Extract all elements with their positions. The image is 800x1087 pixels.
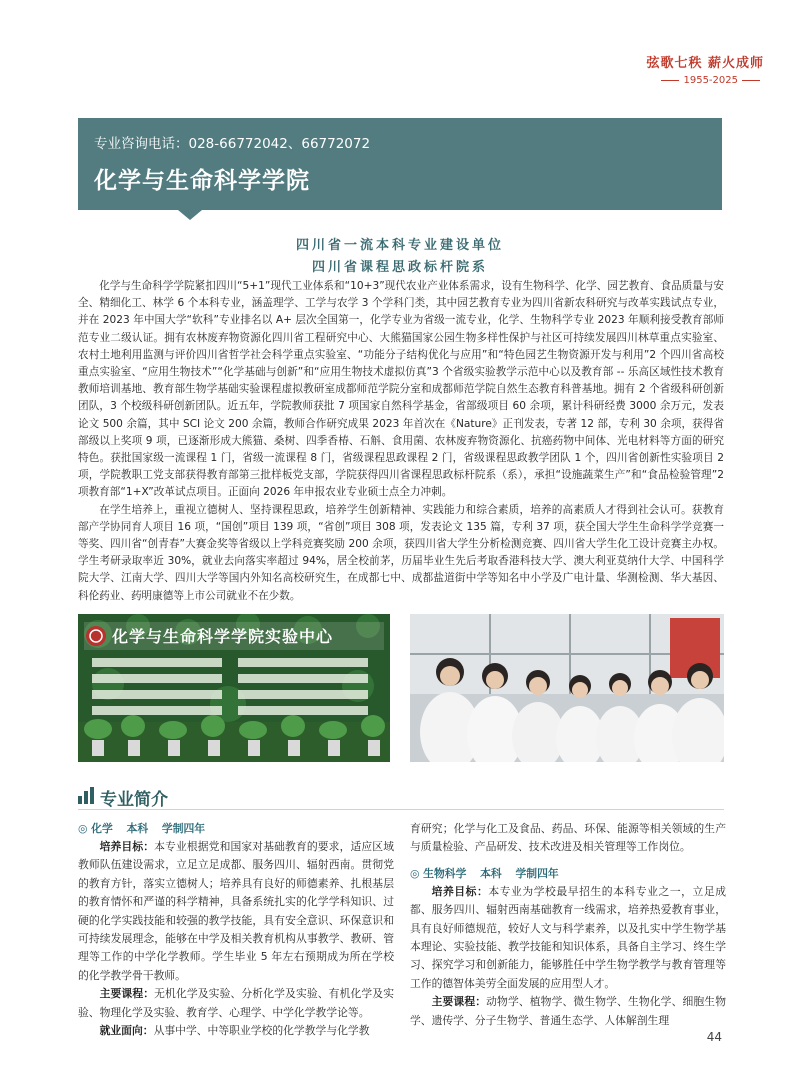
- subtitle-1: 四川省一流本科专业建设单位: [295, 238, 504, 253]
- major-column-right: [410, 820, 726, 1030]
- phone-text: 专业咨询电话：028-66772042、66772072: [94, 136, 371, 152]
- students-illustration: [410, 614, 724, 762]
- objective-paragraph: [78, 838, 394, 985]
- college-header: [78, 118, 722, 210]
- section-heading: [78, 784, 724, 810]
- major-duration: 学制四年: [515, 866, 559, 880]
- brand-mark: [604, 52, 764, 86]
- divider: [742, 80, 760, 81]
- courses-label: 主要课程：: [431, 995, 487, 1009]
- objective-text: 本专业根据党和国家对基础教育的要求，适应区域教师队伍建设需求，立足立足成都、服务四川、辐射西南。贯彻党的教育方针，落实立德树人；培养具有良好的师德素养、扎根基层的教育情怀和严谨的科学精神，具备系统扎实的化学学科知识、过硬的化学实践技能和较强的教学技能，具有安全意识、环保意识和可持续发展理念，能够在中学及相关教育机构从事教学、教研、管理等工作的中学化学教师。学生毕业 5 年左右预期成为所在学校的化学教学骨干教师。: [78, 840, 395, 982]
- major-duration: 学制四年: [161, 822, 206, 835]
- courses-paragraph: [78, 985, 394, 1022]
- chart-bars-icon: [78, 787, 94, 804]
- major-degree: 本科: [480, 866, 502, 880]
- intro-paragraph: 在学生培养上，重视立德树人、坚持课程思政，培养学生创新精神、实践能力和综合素质，培养的高素质人才得到社会认可。获教育部产学协同育人项目 16 项，“国创”项目 139 项，“省创”项目 308 项，发表论文 135 篇，专利 37 项，获全国大学生生命科学学竞赛一等奖、四川省“创青春”大赛金奖等省级以上学科竞赛奖励 200 余项，获四川省大学生分析检测竞赛、四川省大学生化工设计竞赛主办权。学生考研录取率近 30%，就业去向落实率超过 94%，居全校前茅，历届毕业生先后考取香港科技大学、澳大利亚莫纳什大学、中国科学院大学、江南大学、四川大学等国内外知名高校研究生，在成都七中、成都盐道街中学等知名中小学及广电计量、华测检测、华大基因、科伦药业、药明康德等上市公司就业不在少数。: [78, 503, 724, 602]
- brand-slogan: 弦歌七秩 薪火成师: [646, 56, 764, 71]
- major-name: ◎ 化学: [78, 822, 113, 835]
- major-column-left: [78, 820, 394, 1040]
- lab-sign-text: 化学与生命科学学院实验中心: [112, 627, 334, 646]
- intro-text: [78, 278, 724, 605]
- courses-text: 动物学、植物学、微生物学、生物化学、细胞生物学、遗传学、分子生物学、普通生态学、人体解剖生理: [410, 995, 727, 1027]
- phone-line: [94, 132, 370, 152]
- major-name: ◎ 生物科学: [410, 866, 467, 880]
- subtitle-2: 四川省课程思政标杆院系: [311, 260, 488, 275]
- brand-years: 1955-2025: [683, 75, 738, 86]
- employment-text: 从事中学、中等职业学校的化学教学与化学教: [153, 1024, 370, 1038]
- major-degree: 本科: [126, 822, 149, 835]
- courses-label: 主要课程：: [99, 987, 155, 1001]
- page-number: 44: [706, 1030, 722, 1044]
- brand-years-row: [604, 75, 764, 86]
- employment-continued: 育研究；化学与化工及食品、药品、环保、能源等相关领域的生产与质量检验、产品研发、技术改进及相关管理等工作岗位。: [410, 822, 726, 854]
- page-title: 化学与生命科学学院: [94, 168, 310, 194]
- employment-paragraph: [78, 1022, 394, 1040]
- major-heading: [410, 865, 726, 883]
- objective-paragraph: [410, 883, 726, 993]
- lab-center-photo: [78, 614, 390, 762]
- objective-text: 本专业为学校最早招生的本科专业之一，立足成都、服务四川、辐射西南基础教育一线需求，培养热爱教育事业，具有良好师德规范，较好人文与科学素养，以及扎实中学生物学基本理论、实验技能、教学技能和知识体系，具备自主学习、终生学习、探究学习和创新能力，能够胜任中学生物学教学与教育管理等工作的德智体美劳全面发展的应用型人才。: [410, 884, 727, 990]
- intro-paragraph: 化学与生命科学学院紧扣四川“5+1”现代工业体系和“10+3”现代农业产业体系需求，设有生物科学、化学、园艺教育、食品质量与安全、精细化工、林学 6 个本科专业，涵盖理学、工学与农学 3 个学科门类，其中园艺教育专业为四川省新农科研究与改革实践试点专业，并在 2023 年中国大学“软科”专业排名以 A+ 层次全国第一，化学专业为省级一流专业，化学、生物科学专业 2023 年顺利接受教育部师范专业二级认证。拥有农林废弃物资源化四川省工程研究中心、大熊猫国家公园生物多样性保护与社区可持续发展四川林草重点实验室、农村土地利用监测与评价四川省哲学社会科学重点实验室、“功能分子结构优化与应用”和“特色园艺生物资源开发与利用”2 个四川省高校重点实验室、“应用生物技术”“化学基础与创新”和“应用生物技术虚拟仿真”3 个省级实验教学示范中心以及教育部 -- 乐高区域性技术教育教师培训基地、教育部生物学基础实验课程虚拟教研室成都师范学院分室和成都师范学院自然生态教育科普基地。拥有 2 个省级科研创新团队，3 个校级科研创新团队。近五年，学院教师获批 7 项国家自然科学基金，省部级项目 60 余项，累计科研经费 3000 余万元，发表论文 500 余篇，其中 SCI 论文 200 余篇，教师合作研究成果 2023 年首次在《Nature》正刊发表，专著 12 部，专利 30 余项，获得省部级以上奖项 9 项，已逐渐形成大熊猫、桑树、四季香椿、石斛、食用菌、农林废弃物资源化、抗癌药物中间体、光电材料等方面的研究特色。获批国家级一流课程 1 门，省级一流课程 8 门，省级课程思政课程 2 门，省级课程思政教学团队 1 个，四川省创新性实验项目 2 项，学院教职工党支部获得教育部第三批样板党支部，学院获得四川省课程思政标杆院系（系），承担“设施蔬菜生产”和“食品检验管理”2 项教育部“1+X”改革试点项目。正面向 2026 年申报农业专业硕士点全力冲刺。: [78, 280, 724, 499]
- courses-paragraph: [410, 993, 726, 1030]
- header-tail: [178, 210, 202, 220]
- major-heading: [78, 820, 394, 838]
- courses-text: 无机化学及实验、分析化学及实验、有机化学及实验、物理化学及实验、教育学、心理学、中学化学教学论等。: [78, 987, 395, 1019]
- objective-label: 培养目标：: [99, 840, 155, 853]
- divider: [661, 80, 679, 81]
- employment-label: 就业面向：: [99, 1024, 154, 1038]
- objective-label: 培养目标：: [431, 884, 489, 898]
- students-photo: [410, 614, 724, 762]
- section-title: 专业简介: [100, 790, 168, 810]
